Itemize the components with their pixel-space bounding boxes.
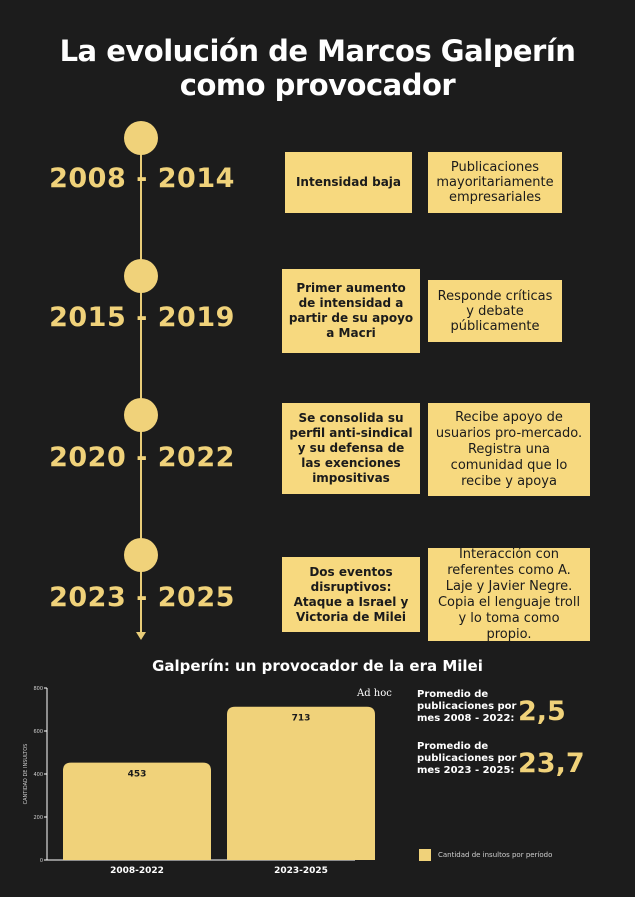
y-tick-label: 200 (33, 815, 43, 821)
period-behavior-text: Publicaciones mayoritariamente empresariales (436, 160, 554, 205)
period-years: 2015 - 2019 (49, 302, 235, 333)
stat-value: 23,7 (518, 748, 585, 779)
period-years: 2023 - 2025 (49, 582, 235, 613)
timeline-dot (124, 398, 158, 432)
period-years: 2020 - 2022 (49, 442, 235, 473)
period-intensity-text: Intensidad baja (295, 175, 402, 189)
period-behavior-box (428, 280, 562, 342)
period-intensity-text: Dos eventos disruptivos: Ataque a Israel y Victoria de Milei (293, 564, 409, 624)
period-behavior-text: Recibe apoyo de usuarios pro-mercado. Registra una comunidad que lo recibe y apoya (435, 409, 583, 489)
chart-title: Galperín: un provocador de la era Milei (152, 657, 483, 675)
period-behavior-text: Responde críticas y debate públicamente (437, 288, 553, 334)
stat-label (417, 689, 517, 725)
legend-swatch (419, 849, 431, 861)
timeline-arrow-icon (136, 632, 146, 640)
stat-label-line: publicaciones por (417, 701, 517, 712)
period-intensity-box (282, 557, 420, 632)
stat-label-line: mes 2008 - 2022: (417, 713, 515, 724)
period-intensity-box (282, 269, 420, 353)
title-line-1: La evolución de Marcos Galperín (59, 34, 576, 68)
period-behavior-box (428, 403, 590, 496)
stat-label-line: Promedio de (417, 741, 489, 752)
timeline-dot (124, 259, 158, 293)
y-tick-label: 800 (33, 686, 43, 692)
x-tick-label: 2008-2022 (110, 866, 164, 876)
bar-value-label: 453 (127, 769, 147, 780)
x-tick-label: 2023-2025 (274, 866, 328, 876)
period-intensity-box (282, 403, 420, 494)
bar-value-label: 713 (291, 713, 311, 724)
period-intensity-box (285, 152, 412, 213)
y-tick-label: 600 (33, 729, 43, 735)
stat-label-line: mes 2023 - 2025: (417, 765, 515, 776)
timeline-dot (124, 538, 158, 572)
period-intensity-text: Primer aumento de intensidad a partir de su apoyo a Macri (288, 281, 414, 340)
timeline-dot (124, 121, 158, 155)
legend-label: Cantidad de insultos por período (438, 851, 553, 859)
period-behavior-text: Interacción con referentes como A. Laje y Javier Negre. Copia el lenguaje troll y lo toma como propio. (437, 546, 581, 642)
page-title (0, 34, 635, 102)
stat-label-line: Promedio de (417, 689, 489, 700)
y-axis-title: CANTIDAD DE INSULTOS (23, 743, 29, 805)
bar (227, 707, 375, 860)
stat-label (417, 741, 517, 777)
bar-chart (0, 675, 410, 890)
period-intensity-text: Se consolida su perfil anti-sindical y su defensa de las exenciones impositivas (289, 411, 413, 485)
period-years: 2008 - 2014 (49, 163, 235, 194)
stat-value: 2,5 (518, 696, 566, 727)
period-behavior-box (428, 152, 562, 213)
stat-label-line: publicaciones por (417, 753, 517, 764)
title-line-2: como provocador (179, 68, 456, 102)
y-tick-label: 0 (39, 858, 43, 864)
brand-logo: Ad hoc (357, 688, 392, 699)
period-behavior-box (428, 548, 590, 641)
y-tick-label: 400 (33, 772, 43, 778)
